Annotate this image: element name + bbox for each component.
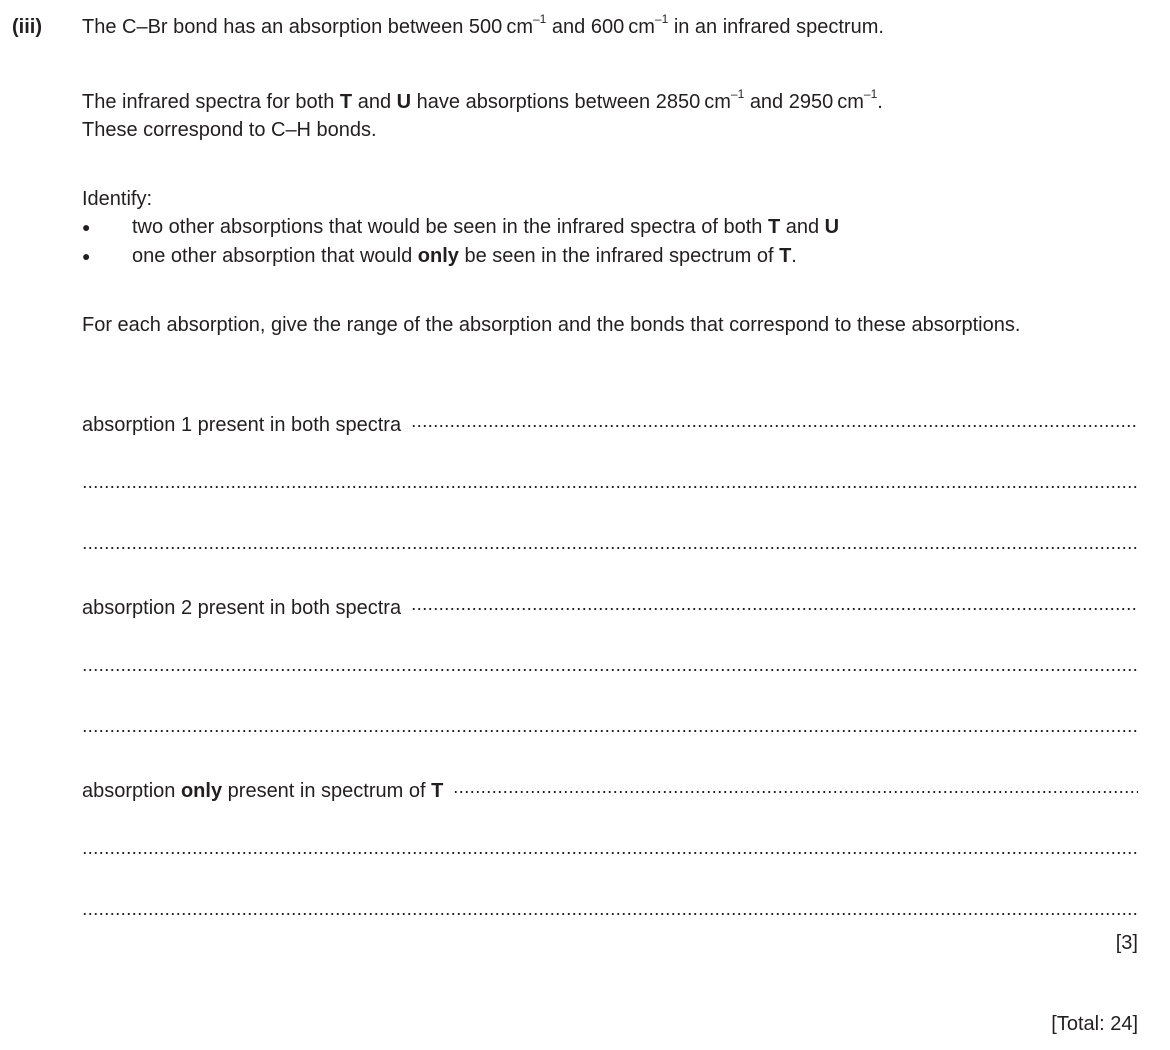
ch-absorption-sentence: The infrared spectra for both T and U have absorptions between 2850 $cm^{-1}$ and 2950 $cm^{-1}$. [82, 87, 883, 113]
dotted-line [82, 649, 1138, 675]
dotted-line [82, 527, 1138, 553]
answer-line-absorption-T-only[interactable] [82, 771, 1138, 802]
answer-line[interactable] [82, 466, 1138, 492]
dotted-line [82, 832, 1138, 858]
dotted-line [453, 771, 1138, 797]
part-label: (iii) [12, 16, 42, 38]
answer-line[interactable] [82, 649, 1138, 675]
identify-heading: Identify: [82, 188, 153, 210]
compound-T: T [339, 91, 353, 113]
compound-U: U [396, 91, 412, 113]
answer-line-absorption-1[interactable] [82, 405, 1138, 436]
dotted-line [82, 710, 1138, 736]
answer-line[interactable] [82, 832, 1138, 858]
intro-sentence: The C–Br bond has an absorption between 500 $cm^{-1}$ and 600 $cm^{-1}$ in an infrared spectrum. [82, 12, 884, 38]
absorption-2-label: absorption 2 present in both spectra [82, 597, 402, 619]
answer-line[interactable] [82, 527, 1138, 553]
bullet-1-icon: ● [82, 219, 91, 235]
marks-indicator: [3] [1115, 932, 1138, 954]
instruction-paragraph: For each absorption, give the range of the absorption and the bonds that correspond to these absorptions. [82, 314, 1021, 336]
answer-line[interactable] [82, 893, 1138, 919]
dotted-line [411, 405, 1138, 431]
dotted-line [82, 466, 1138, 492]
ch-bonds-sentence: These correspond to C–H bonds. [82, 119, 377, 141]
bullet-2-icon: ● [82, 248, 91, 264]
bullet-2: one other absorption that would only be seen in the infrared spectrum of T. [132, 245, 797, 267]
absorption-1-label: absorption 1 present in both spectra [82, 414, 402, 436]
bullet-1: two other absorptions that would be seen in the infrared spectra of both T and U [132, 216, 840, 238]
absorption-T-only-label: absorption only present in spectrum of T [82, 780, 444, 802]
dotted-line [82, 893, 1138, 919]
dotted-line [411, 588, 1138, 614]
answer-line[interactable] [82, 710, 1138, 736]
answer-line-absorption-2[interactable] [82, 588, 1138, 619]
total-marks: [Total: 24] [1051, 1013, 1138, 1035]
